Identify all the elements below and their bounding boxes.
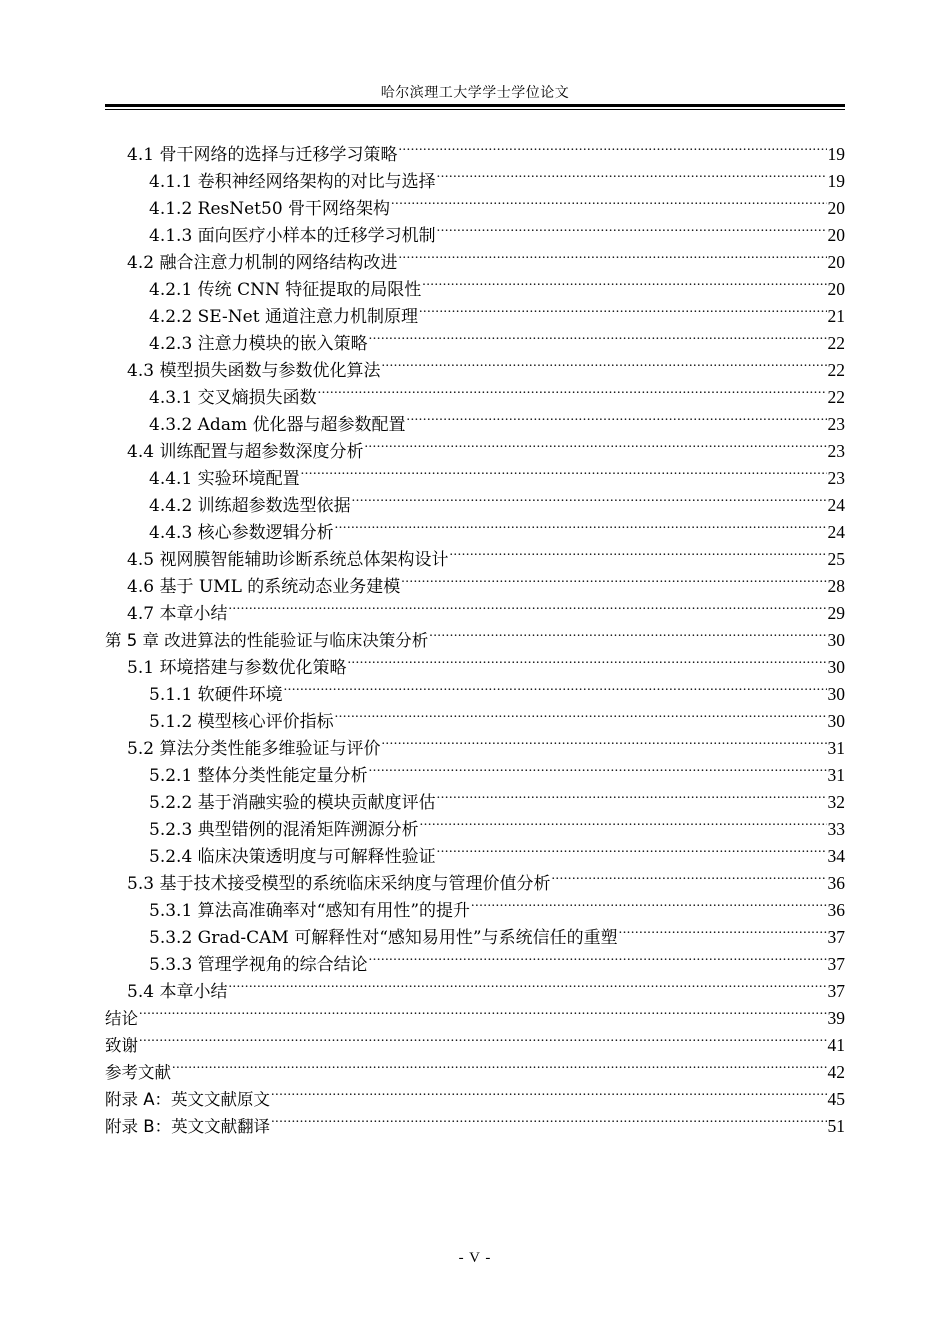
toc-entry[interactable] <box>105 997 845 1028</box>
toc-dot-leader <box>381 727 826 754</box>
toc-entry-page: 28 <box>827 576 845 596</box>
toc-entry-page: 36 <box>827 873 845 893</box>
toc-entry-page: 22 <box>827 360 845 380</box>
toc-entry-page: 32 <box>827 792 845 812</box>
toc-dot-leader <box>352 484 827 511</box>
toc-entry-page: 41 <box>827 1035 845 1055</box>
toc-entry-page: 20 <box>827 279 845 299</box>
toc-entry-title: 4.4 训练配置与超参数深度分析 <box>127 442 364 462</box>
toc-entry-page: 31 <box>827 738 845 758</box>
toc-entry-title: 5.1.2 模型核心评价指标 <box>149 712 334 732</box>
toc-entry-title: 4.3.1 交叉熵损失函数 <box>149 388 317 408</box>
toc-entry-title: 4.1.2 ResNet50 骨干网络架构 <box>149 199 391 219</box>
toc-dot-leader <box>401 565 826 592</box>
header-rule-thin <box>105 109 845 110</box>
toc-entry-page: 19 <box>827 171 845 191</box>
toc-dot-leader <box>369 754 827 781</box>
toc-dot-leader <box>228 970 826 997</box>
toc-entry-title: 5.3.1 算法高准确率对“感知有用性”的提升 <box>149 901 471 921</box>
toc-dot-leader <box>172 1051 827 1078</box>
toc-entry-title: 5.3 基于技术接受模型的系统临床采纳度与管理价值分析 <box>127 874 551 894</box>
toc-entry-title: 4.1 骨干网络的选择与迁移学习策略 <box>127 145 398 165</box>
toc-entry-title: 5.2.1 整体分类性能定量分析 <box>149 766 368 786</box>
toc-dot-leader <box>347 646 826 673</box>
toc-entry-title: 5.3.2 Grad-CAM 可解释性对“感知易用性”与系统信任的重塑 <box>149 928 618 948</box>
toc-dot-leader <box>271 1078 826 1105</box>
toc-dot-leader <box>369 943 827 970</box>
toc-dot-leader <box>364 430 826 457</box>
toc-entry-page: 45 <box>827 1089 845 1109</box>
toc-dot-leader <box>419 295 827 322</box>
running-header: 哈尔滨理工大学学士学位论文 <box>380 85 570 101</box>
toc-dot-leader <box>437 214 827 241</box>
toc-entry-title: 5.2 算法分类性能多维验证与评价 <box>127 739 381 759</box>
toc-entry-page: 30 <box>827 630 845 650</box>
toc-entry-page: 22 <box>827 333 845 353</box>
toc-entry-page: 30 <box>827 711 845 731</box>
toc-dot-leader <box>406 403 826 430</box>
toc-dot-leader <box>335 700 827 727</box>
toc-entry[interactable] <box>105 133 845 165</box>
toc-dot-leader <box>437 835 827 862</box>
toc-entry-title: 4.6 基于 UML 的系统动态业务建模 <box>127 577 401 597</box>
toc-entry-page: 20 <box>827 198 845 218</box>
toc-entry[interactable] <box>105 1051 845 1082</box>
toc-dot-leader <box>429 619 826 646</box>
toc-dot-leader <box>398 133 826 160</box>
toc-entry-title: 5.3.3 管理学视角的综合结论 <box>149 955 368 975</box>
toc-entry-page: 42 <box>827 1062 845 1082</box>
toc-entry-page: 29 <box>827 603 845 623</box>
toc-entry-page: 34 <box>827 846 845 866</box>
toc-entry-page: 33 <box>827 819 845 839</box>
toc-entry-title: 参考文献 <box>105 1063 171 1082</box>
toc-entry-title: 4.2 融合注意力机制的网络结构改进 <box>127 253 398 273</box>
toc-entry-title: 4.1.3 面向医疗小样本的迁移学习机制 <box>149 226 436 246</box>
toc-dot-leader <box>437 781 827 808</box>
toc-entry-title: 致谢 <box>105 1036 138 1055</box>
toc-entry-page: 39 <box>827 1008 845 1028</box>
toc-dot-leader <box>139 997 827 1024</box>
toc-entry-page: 23 <box>827 414 845 434</box>
toc-dot-leader <box>318 376 827 403</box>
toc-entry-page: 37 <box>827 954 845 974</box>
toc-dot-leader <box>398 241 826 268</box>
toc-entry-title: 5.4 本章小结 <box>127 982 228 1002</box>
toc-entry-title: 4.4.1 实验环境配置 <box>149 469 300 489</box>
toc-dot-leader <box>228 592 826 619</box>
toc-entry-page: 51 <box>827 1116 845 1136</box>
toc-dot-leader <box>271 1105 826 1132</box>
toc-dot-leader <box>551 862 826 889</box>
toc-entry-title: 4.1.1 卷积神经网络架构的对比与选择 <box>149 172 436 192</box>
toc-dot-leader <box>449 538 826 565</box>
toc-entry-title: 4.7 本章小结 <box>127 604 228 624</box>
toc-dot-leader <box>381 349 826 376</box>
toc-entry-page: 23 <box>827 441 845 461</box>
page-number: - V - <box>458 1250 492 1266</box>
toc-dot-leader <box>422 268 826 295</box>
toc-entry-title: 5.2.2 基于消融实验的模块贡献度评估 <box>149 793 436 813</box>
toc-entry-page: 25 <box>827 549 845 569</box>
toc-entry-title: 4.4.2 训练超参数选型依据 <box>149 496 351 516</box>
toc-entry-title: 附录 B：英文文献翻译 <box>105 1117 271 1136</box>
toc-dot-leader <box>391 187 826 214</box>
toc-dot-leader <box>284 673 827 700</box>
toc-entry-page: 37 <box>827 927 845 947</box>
toc-entry-page: 21 <box>827 306 845 326</box>
toc-entry-page: 36 <box>827 900 845 920</box>
header-rule-thick <box>105 104 845 107</box>
toc-entry-title: 结论 <box>105 1009 138 1028</box>
toc-entry-page: 30 <box>827 684 845 704</box>
toc-dot-leader <box>619 916 827 943</box>
toc-entry-title: 附录 A：英文文献原文 <box>105 1090 271 1109</box>
table-of-contents <box>105 133 845 1136</box>
toc-entry-title: 5.1 环境搭建与参数优化策略 <box>127 658 347 678</box>
toc-entry-page: 19 <box>827 144 845 164</box>
toc-entry-title: 4.3.2 Adam 优化器与超参数配置 <box>149 415 406 435</box>
toc-dot-leader <box>335 511 827 538</box>
toc-entry-page: 37 <box>827 981 845 1001</box>
toc-entry-page: 20 <box>827 225 845 245</box>
toc-entry-title: 第 5 章 改进算法的性能验证与临床决策分析 <box>105 631 429 650</box>
toc-entry[interactable] <box>105 1024 845 1055</box>
toc-entry-title: 4.2.1 传统 CNN 特征提取的局限性 <box>149 280 422 300</box>
toc-entry-page: 30 <box>827 657 845 677</box>
toc-entry-page: 24 <box>827 522 845 542</box>
toc-dot-leader <box>471 889 826 916</box>
toc-entry-title: 5.2.4 临床决策透明度与可解释性验证 <box>149 847 436 867</box>
toc-entry-title: 4.2.2 SE-Net 通道注意力机制原理 <box>149 307 418 327</box>
toc-entry-title: 5.2.3 典型错例的混淆矩阵溯源分析 <box>149 820 419 840</box>
toc-dot-leader <box>420 808 827 835</box>
toc-entry-title: 4.3 模型损失函数与参数优化算法 <box>127 361 381 381</box>
toc-entry-page: 20 <box>827 252 845 272</box>
toc-entry-page: 22 <box>827 387 845 407</box>
toc-entry-page: 23 <box>827 468 845 488</box>
toc-entry-page: 31 <box>827 765 845 785</box>
toc-entry-title: 4.5 视网膜智能辅助诊断系统总体架构设计 <box>127 550 449 570</box>
toc-dot-leader <box>369 322 827 349</box>
toc-entry[interactable] <box>105 1078 845 1109</box>
toc-dot-leader <box>301 457 827 484</box>
toc-entry-title: 4.4.3 核心参数逻辑分析 <box>149 523 334 543</box>
toc-dot-leader <box>139 1024 827 1051</box>
toc-entry-title: 4.2.3 注意力模块的嵌入策略 <box>149 334 368 354</box>
toc-entry-page: 24 <box>827 495 845 515</box>
toc-entry-title: 5.1.1 软硬件环境 <box>149 685 283 705</box>
toc-dot-leader <box>437 160 827 187</box>
